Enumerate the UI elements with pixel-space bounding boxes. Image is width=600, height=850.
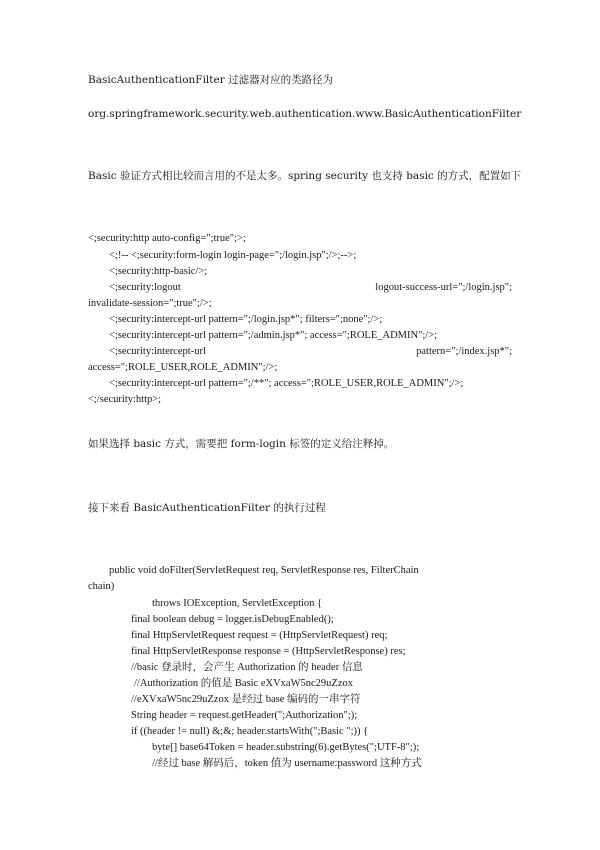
config-line-8-start: <;security:intercept-url: [109, 346, 206, 357]
code-line-5: final HttpServletRequest request = (HttpServletRequest) req;: [131, 630, 388, 641]
config-line-4-start: <;security:logout: [109, 282, 181, 293]
code-line-2: chain): [88, 581, 115, 592]
config-line-2: <;!-- <;security:form-login login-page=";/login.jsp";/>;-->;: [109, 250, 357, 261]
config-line-7: <;security:intercept-url pattern=";/admin.jsp*"; access=";ROLE_ADMIN";/>;: [109, 330, 438, 341]
code-line-10: String header = request.getHeader(";Authorization";);: [131, 710, 358, 721]
config-line-8-end: pattern=";/index.jsp*";: [416, 346, 512, 357]
code-line-11: if ((header != null) &;&; header.startsWith(";Basic ";)) {: [131, 726, 369, 737]
config-line-3: <;security:http-basic/>;: [109, 266, 208, 277]
code-line-6: final HttpServletResponse response = (HttpServletResponse) res;: [131, 646, 406, 657]
config-line-6: <;security:intercept-url pattern=";/login.jsp*"; filters=";none";/>;: [109, 314, 383, 325]
intro-line-2-classpath: org.springframework.security.web.authentication.www.BasicAuthenticationFilter: [88, 108, 522, 120]
code-line-8: //Authorization 的值是 Basic eXVxaW5nc29uZzox: [134, 678, 353, 689]
code-line-13: //经过 base 解码后，token 值为 username:password 这种方式: [152, 758, 422, 769]
code-line-1: public void doFilter(ServletRequest req, ServletResponse res, FilterChain: [109, 565, 419, 576]
code-line-12: byte[] base64Token = header.substring(6).getBytes(";UTF-8";);: [152, 742, 420, 753]
code-line-7: //basic 登录时，会产生 Authorization 的 header 信息: [131, 662, 363, 673]
config-line-8: [109, 345, 512, 359]
config-line-4-end: logout-success-url=";/login.jsp";: [375, 282, 512, 293]
code-line-3: throws IOException, ServletException {: [152, 598, 323, 609]
code-line-4: final boolean debug = logger.isDebugEnabled();: [131, 614, 334, 625]
config-line-9: access=";ROLE_USER,ROLE_ADMIN";/>;: [88, 362, 278, 373]
config-line-4: [109, 281, 512, 295]
intro-line-1: BasicAuthenticationFilter 过滤器对应的类路径为: [88, 74, 334, 86]
basic-description: Basic 验证方式相比较而言用的不是太多。spring security 也支持 basic 的方式，配置如下: [88, 170, 522, 182]
config-line-1: <;security:http auto-config=";true";>;: [88, 233, 246, 244]
note-comment-out-form-login: 如果选择 basic 方式，需要把 form-login 标签的定义给注释掉。: [88, 438, 395, 450]
config-line-11: <;/security:http>;: [88, 394, 162, 405]
next-section-heading: 接下来看 BasicAuthenticationFilter 的执行过程: [88, 502, 326, 514]
code-line-9: //eXVxaW5nc29uZzox 是经过 base 编码的一串字符: [131, 694, 361, 705]
config-line-10: <;security:intercept-url pattern=";/**"; access=";ROLE_USER,ROLE_ADMIN";/>;: [109, 378, 464, 389]
config-line-5: invalidate-session=";true";/>;: [88, 298, 212, 309]
